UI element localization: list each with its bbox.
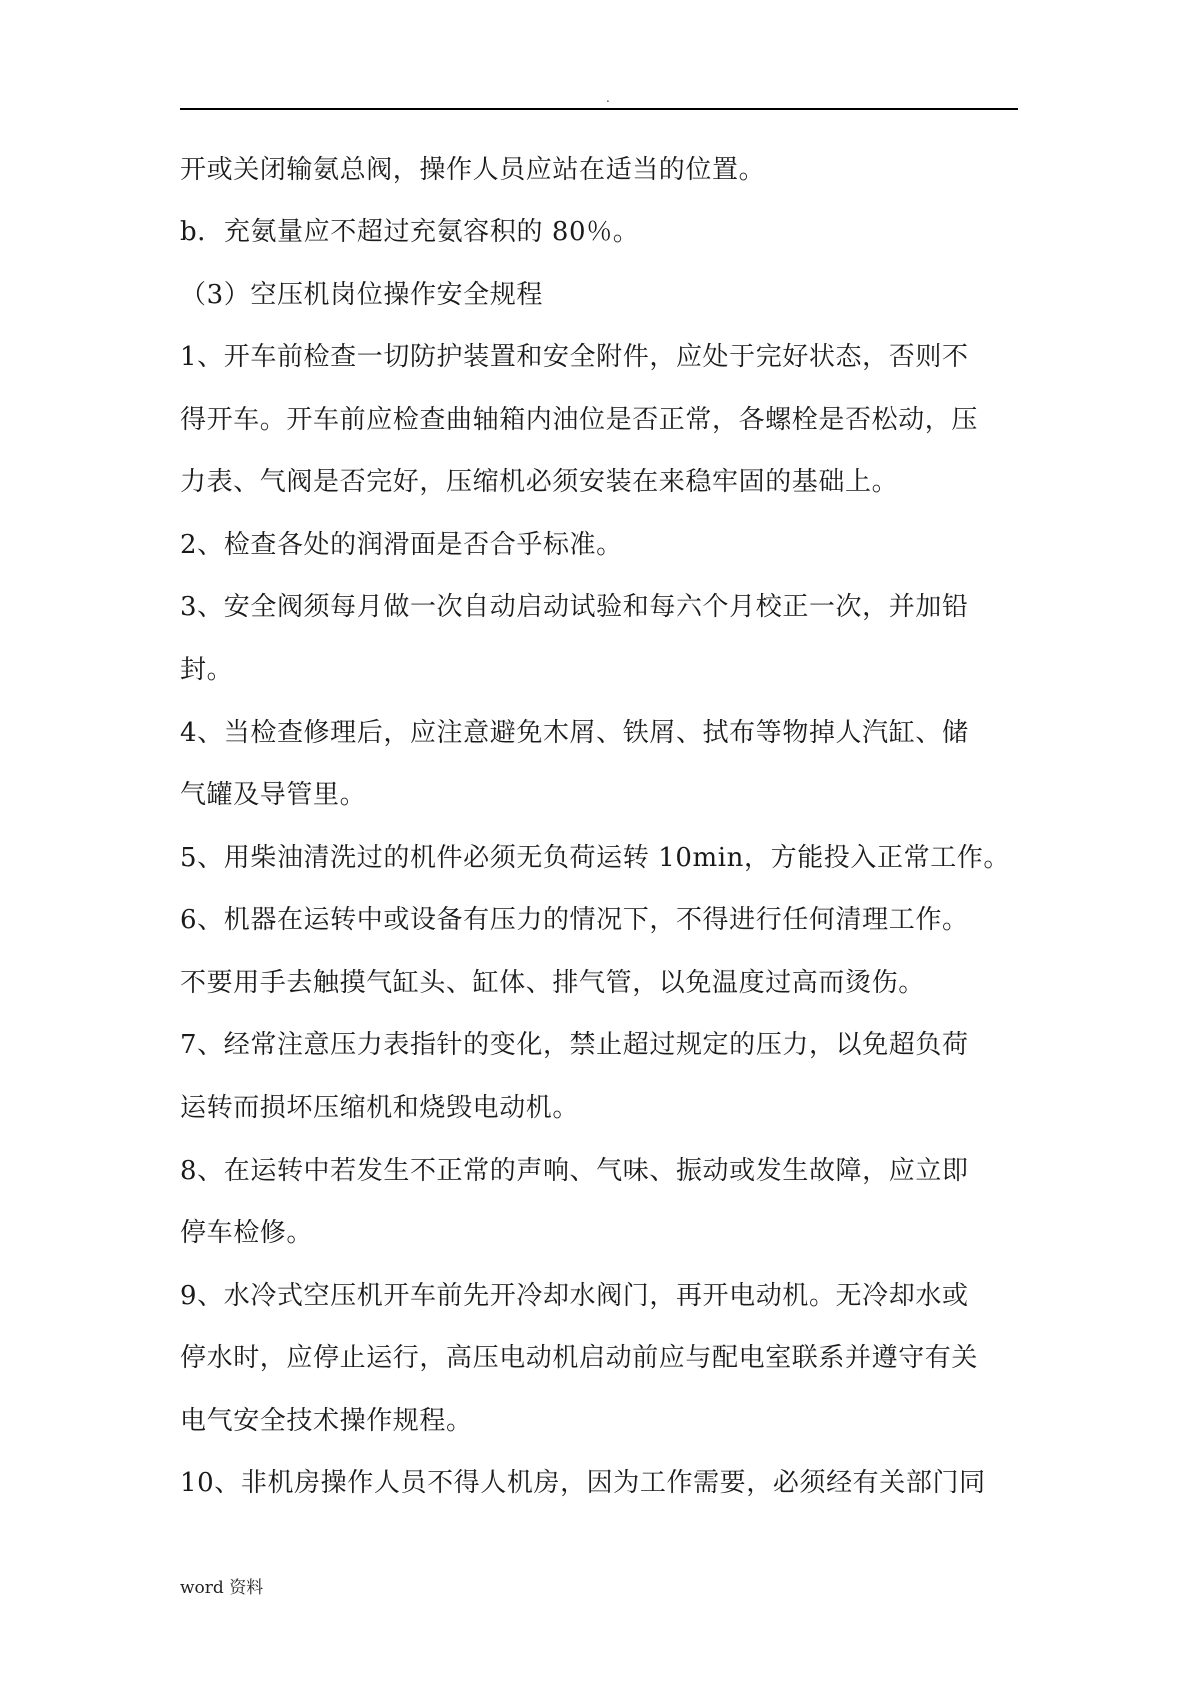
text-line: b．充氨量应不超过充氨容积的 80％。	[180, 217, 640, 247]
text-line: 5、用柴油清洗过的机件必须无负荷运转 10min，方能投入正常工作。	[180, 843, 1011, 873]
text-line: 运转而损坏压缩机和烧毁电动机。	[180, 1093, 580, 1123]
footer-label: word 资料	[180, 1578, 264, 1598]
text-line: 开或关闭输氨总阀，操作人员应站在适当的位置。	[180, 155, 766, 185]
text-line: 6、机器在运转中或设备有压力的情况下，不得进行任何清理工作。	[180, 905, 969, 935]
text-line: 气罐及导管里。	[180, 780, 367, 810]
text-line: 封。	[180, 655, 234, 685]
header-dot: .	[606, 91, 610, 105]
text-line: 停车检修。	[180, 1218, 314, 1248]
text-line: 1、开车前检查一切防护装置和安全附件，应处于完好状态，否则不	[180, 342, 969, 372]
text-line: 不要用手去触摸气缸头、缸体、排气管，以免温度过高而烫伤。	[180, 968, 925, 998]
header-rule	[180, 108, 1018, 110]
text-line: 7、经常注意压力表指针的变化，禁止超过规定的压力，以免超负荷	[180, 1030, 969, 1060]
text-line: 2、检查各处的润滑面是否合乎标准。	[180, 530, 623, 560]
text-line: 8、在运转中若发生不正常的声响、气味、振动或发生故障，应立即	[180, 1156, 969, 1186]
text-line: 4、当检查修理后，应注意避免木屑、铁屑、拭布等物掉人汽缸、储	[180, 718, 969, 748]
text-line: 电气安全技术操作规程。	[180, 1406, 473, 1436]
text-line: 10、非机房操作人员不得人机房，因为工作需要，必须经有关部门同	[180, 1468, 986, 1498]
text-line: 得开车。开车前应检查曲轴箱内油位是否正常，各螺栓是否松动，压	[180, 405, 979, 435]
text-line: 9、水冷式空压机开车前先开冷却水阀门，再开电动机。无冷却水或	[180, 1281, 969, 1311]
text-line: 停水时，应停止运行，高压电动机启动前应与配电室联系并遵守有关	[180, 1343, 979, 1373]
text-line: 3、安全阀须每月做一次自动启动试验和每六个月校正一次，并加铅	[180, 592, 969, 622]
text-line: 力表、气阀是否完好，压缩机必须安装在来稳牢固的基础上。	[180, 467, 899, 497]
section-heading: （3）空压机岗位操作安全规程	[180, 280, 543, 310]
